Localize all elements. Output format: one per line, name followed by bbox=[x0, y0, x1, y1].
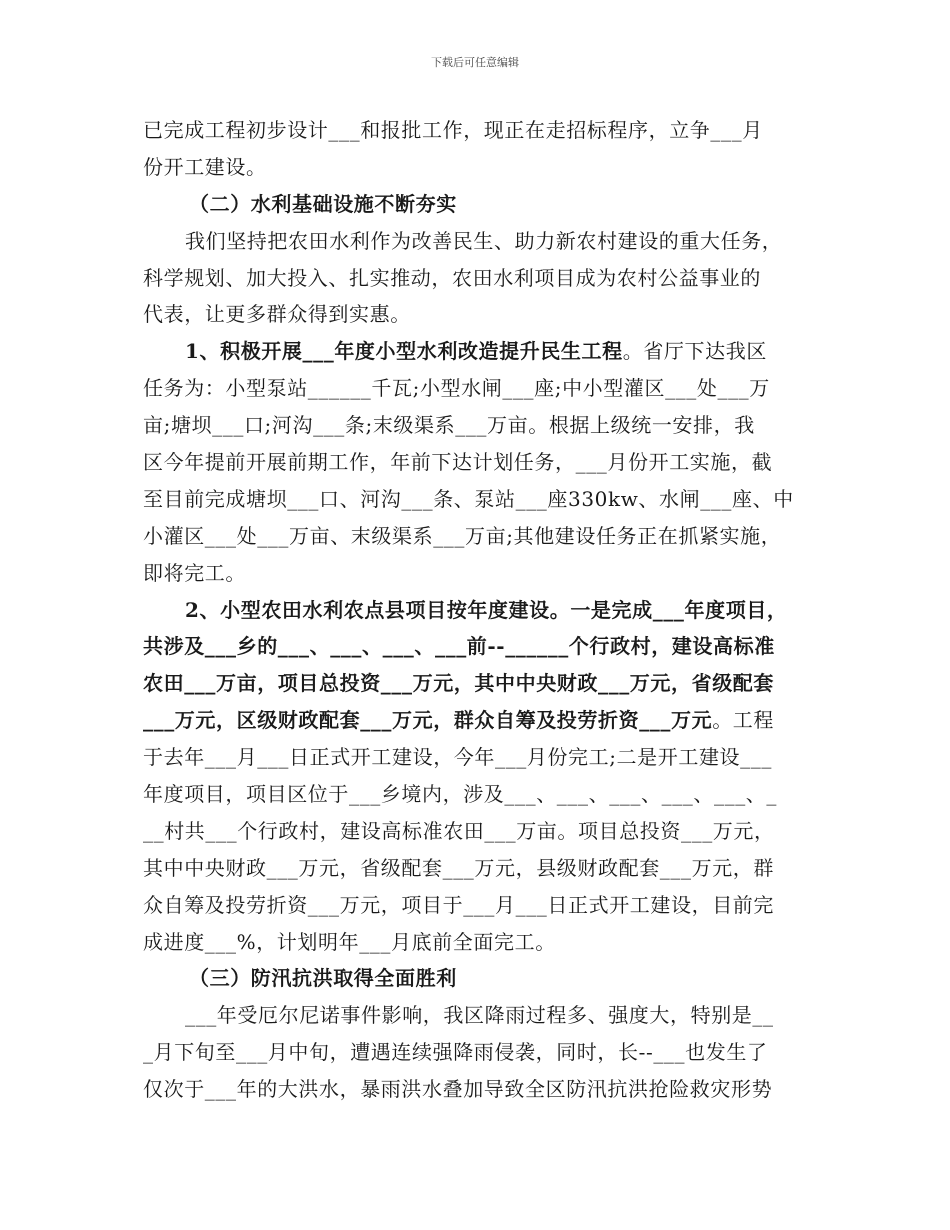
text-line-4: 我们坚持把农田水利作为改善民生、助力新农村建设的重大任务， bbox=[185, 228, 783, 253]
text-line-25: ___年受厄尔尼诺事件影响，我区降雨过程多、强度大，特别是__ bbox=[185, 1003, 774, 1028]
text-line-23: 成进度___%，计划明年___月底前全面完工。 bbox=[143, 929, 556, 954]
section-heading-2: （二）水利基础设施不断夯实 bbox=[189, 191, 457, 216]
text-line-6: 代表，让更多群众得到实惠。 bbox=[143, 302, 411, 327]
text-line-14: 2、小型农田水利农点县项目按年度建设。一是完成___年度项目， bbox=[185, 597, 788, 622]
text-line-27: 仅次于___年的大洪水，暴雨洪水叠加导致全区防汛抗洪抢险救灾形势 bbox=[143, 1077, 773, 1102]
text-line-19: 年度项目，项目区位于___乡境内，涉及___、___、___、___、___、_ bbox=[143, 782, 777, 807]
document-body bbox=[143, 112, 810, 1108]
text-line-5: 科学规划、加大投入、扎实推动，农田水利项目成为农村公益事业的 bbox=[143, 265, 761, 290]
text-line-2: 份开工建设。 bbox=[143, 154, 267, 179]
text-line-18: 于去年___月___日正式开工建设，今年___月份完工;二是开工建设___ bbox=[143, 745, 772, 770]
text-line-11: 至目前完成塘坝___口、河沟___条、泵站___座330kw、水闸___座、中 bbox=[143, 486, 794, 511]
text-line-9: 亩;塘坝___口;河沟___条;末级渠系___万亩。根据上级统一安排，我 bbox=[143, 413, 755, 438]
section-heading-3: （三）防汛抗洪取得全面胜利 bbox=[189, 966, 457, 991]
text-line-20: __村共___个行政村，建设高标准农田___万亩。项目总投资___万元， bbox=[143, 818, 775, 843]
page-header: 下载后可任意编辑 bbox=[431, 56, 519, 69]
text-line-22: 众自筹及投劳折资___万元，项目于___月___日正式开工建设，目前完 bbox=[143, 892, 774, 917]
text-line-12: 小灌区___处___万亩、末级渠系___万亩;其他建设任务正在抓紧实施， bbox=[143, 523, 782, 548]
text-line-8: 任务为：小型泵站______千瓦;小型水闸___座;中小型灌区___处___万 bbox=[143, 376, 770, 401]
text-line-16: 农田___万亩，项目总投资___万元，其中中央财政___万元，省级配套 bbox=[143, 671, 774, 696]
text-line-10: 区今年提前开展前期工作，年前下达计划任务，___月份开工实施，截 bbox=[143, 450, 773, 475]
text-line-21: 其中中央财政___万元，省级配套___万元，县级财政配套___万元，群 bbox=[143, 855, 774, 880]
text-line-7: 1、积极开展___年度小型水利改造提升民生工程。省厅下达我区 bbox=[185, 339, 767, 364]
text-line-26: _月下旬至___月中旬，遭遇连续强降雨侵袭，同时，长--___也发生了 bbox=[143, 1040, 768, 1065]
text-line-1: 已完成工程初步设计___和报批工作，现正在走招标程序，立争___月 bbox=[143, 118, 763, 142]
text-line-13: 即将完工。 bbox=[143, 560, 246, 585]
text-line-15: 共涉及___乡的___、___、___、___前--______个行政村，建设高标准 bbox=[143, 634, 775, 659]
text-line-17: ___万元，区级财政配套___万元，群众自筹及投劳折资___万元。工程 bbox=[143, 708, 775, 733]
